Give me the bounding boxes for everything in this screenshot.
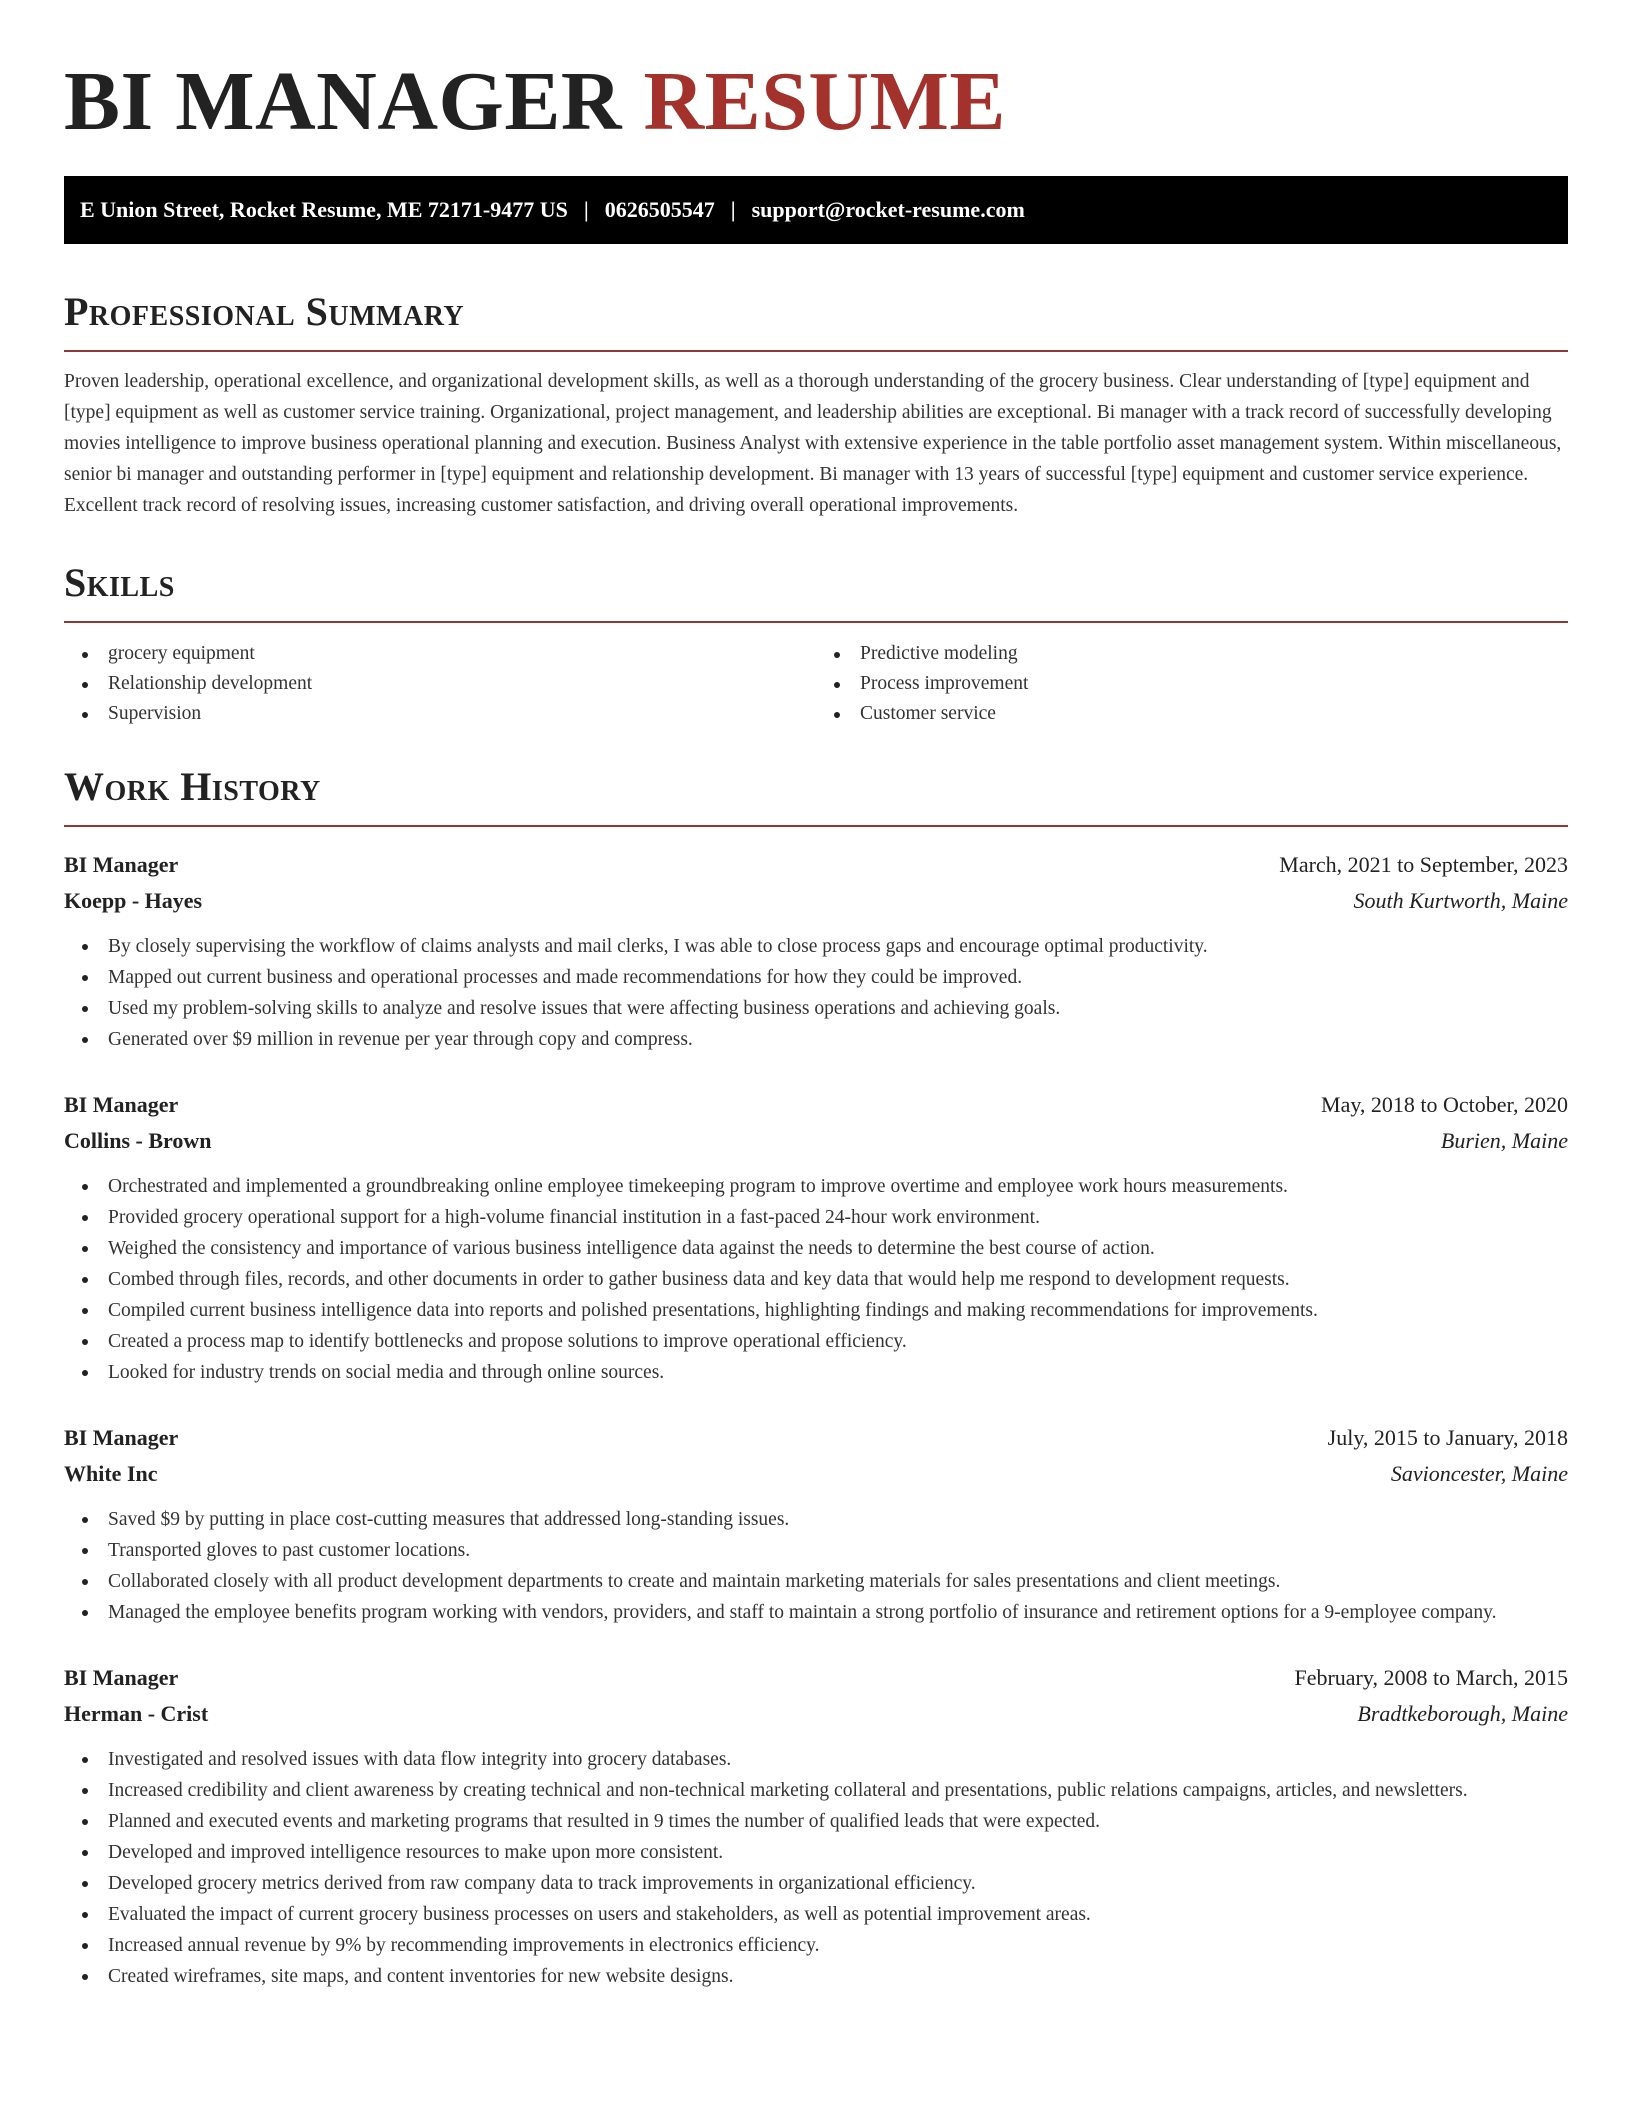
job-bullets	[64, 1504, 1568, 1628]
job-company-row	[64, 1696, 1568, 1732]
job-header-row	[64, 1420, 1568, 1456]
skill-item: Predictive modeling	[816, 639, 1568, 669]
job-bullets	[64, 1171, 1568, 1388]
skill-item: Customer service	[816, 699, 1568, 729]
summary-section	[64, 288, 1568, 521]
resume-title	[64, 0, 1568, 152]
job-bullet: Investigated and resolved issues with data flow integrity into grocery databases.	[64, 1744, 1568, 1775]
contact-email: support@rocket-resume.com	[751, 197, 1025, 222]
skill-item: Supervision	[64, 699, 816, 729]
job-bullet: Used my problem-solving skills to analyze and resolve issues that were affecting business operations and achieving goals.	[64, 993, 1568, 1024]
job-bullet: Looked for industry trends on social media and through online sources.	[64, 1357, 1568, 1388]
summary-text: Proven leadership, operational excellence, and organizational development skills, as well as a thorough understanding of the grocery business. Clear understanding of [type] equipment and [type] equipment as well as customer service training. Organizational, project management, and leadership abilities are exceptional. Bi manager with a track record of successfully developing movies intelligence to improve business operational planning and execution. Business Analyst with extensive experience in the table portfolio asset management system. Within miscellaneous, senior bi manager and outstanding performer in [type] equipment and relationship development. Bi manager with 13 years of successful [type] equipment and customer service experience. Excellent track record of resolving issues, increasing customer satisfaction, and driving overall operational improvements.	[64, 371, 1562, 516]
title-accent: RESUME	[643, 55, 1006, 148]
job-bullet: Generated over $9 million in revenue per year through copy and compress.	[64, 1024, 1568, 1055]
job-location: Bradtkeborough, Maine	[1357, 1701, 1568, 1726]
job-bullet: Planned and executed events and marketing programs that resulted in 9 times the number of qualified leads that were expected.	[64, 1806, 1568, 1837]
job-title: BI Manager	[64, 1665, 179, 1690]
job-dates: May, 2018 to October, 2020	[1321, 1092, 1568, 1117]
job-bullet: Increased annual revenue by 9% by recommending improvements in electronics efficiency.	[64, 1930, 1568, 1961]
job-company: Herman - Crist	[64, 1701, 209, 1726]
job-entry	[64, 1087, 1568, 1388]
job-bullet: Orchestrated and implemented a groundbreaking online employee timekeeping program to improve overtime and employee work hours measurements.	[64, 1171, 1568, 1202]
job-bullet: By closely supervising the workflow of claims analysts and mail clerks, I was able to close process gaps and encourage optimal productivity.	[64, 931, 1568, 962]
job-bullet: Mapped out current business and operational processes and made recommendations for how they could be improved.	[64, 962, 1568, 993]
skills-section	[64, 559, 1568, 729]
skills-column-right	[816, 639, 1568, 729]
job-header-row	[64, 1087, 1568, 1123]
job-entry	[64, 1660, 1568, 1992]
skill-item: Relationship development	[64, 669, 816, 699]
job-bullet: Created a process map to identify bottlenecks and propose solutions to improve operational efficiency.	[64, 1326, 1568, 1357]
job-bullet: Developed and improved intelligence resources to make upon more consistent.	[64, 1837, 1568, 1868]
job-company-row	[64, 883, 1568, 919]
skills-heading: Skills	[64, 559, 1568, 623]
job-bullet: Collaborated closely with all product development departments to create and maintain marketing materials for sales presentations and client meetings.	[64, 1566, 1568, 1597]
job-header-row	[64, 1660, 1568, 1696]
job-bullet: Created wireframes, site maps, and content inventories for new website designs.	[64, 1961, 1568, 1992]
job-bullet: Provided grocery operational support for a high-volume financial institution in a fast-paced 24-hour work environment.	[64, 1202, 1568, 1233]
job-title: BI Manager	[64, 852, 179, 877]
work-history-section	[64, 763, 1568, 1992]
job-entry	[64, 1420, 1568, 1628]
skill-item: grocery equipment	[64, 639, 816, 669]
job-dates: March, 2021 to September, 2023	[1279, 852, 1568, 877]
job-bullet: Saved $9 by putting in place cost-cutting measures that addressed long-standing issues.	[64, 1504, 1568, 1535]
skills-grid	[64, 639, 1568, 729]
job-company: Collins - Brown	[64, 1128, 212, 1153]
job-company-row	[64, 1456, 1568, 1492]
job-title: BI Manager	[64, 1092, 179, 1117]
job-company: White Inc	[64, 1461, 158, 1486]
title-main: BI MANAGER	[64, 55, 623, 148]
job-bullet: Weighed the consistency and importance of various business intelligence data against the needs to determine the best course of action.	[64, 1233, 1568, 1264]
skills-column-left	[64, 639, 816, 729]
summary-heading: Professional Summary	[64, 288, 1568, 352]
skill-item: Process improvement	[816, 669, 1568, 699]
job-location: South Kurtworth, Maine	[1353, 888, 1568, 913]
job-bullet: Compiled current business intelligence data into reports and polished presentations, highlighting findings and making recommendations for improvements.	[64, 1295, 1568, 1326]
job-location: Savioncester, Maine	[1390, 1461, 1568, 1486]
contact-address: E Union Street, Rocket Resume, ME 72171-9477 US	[80, 197, 568, 222]
job-dates: July, 2015 to January, 2018	[1327, 1425, 1568, 1450]
contact-separator: |	[730, 197, 736, 222]
job-bullet: Increased credibility and client awareness by creating technical and non-technical marketing collateral and presentations, public relations campaigns, articles, and newsletters.	[64, 1775, 1568, 1806]
contact-separator: |	[583, 197, 589, 222]
job-title: BI Manager	[64, 1425, 179, 1450]
job-dates: February, 2008 to March, 2015	[1294, 1665, 1568, 1690]
contact-bar	[64, 176, 1568, 244]
job-company: Koepp - Hayes	[64, 888, 203, 913]
job-location: Burien, Maine	[1440, 1128, 1568, 1153]
work-history-heading: Work History	[64, 763, 1568, 827]
job-bullets	[64, 931, 1568, 1055]
job-bullet: Developed grocery metrics derived from raw company data to track improvements in organizational efficiency.	[64, 1868, 1568, 1899]
job-bullets	[64, 1744, 1568, 1992]
contact-phone: 0626505547	[604, 197, 715, 222]
job-bullet: Combed through files, records, and other documents in order to gather business data and key data that would help me respond to development requests.	[64, 1264, 1568, 1295]
job-entry	[64, 847, 1568, 1055]
job-bullet: Evaluated the impact of current grocery business processes on users and stakeholders, as well as potential improvement areas.	[64, 1899, 1568, 1930]
job-bullet: Managed the employee benefits program working with vendors, providers, and staff to maintain a strong portfolio of insurance and retirement options for a 9-employee company.	[64, 1597, 1568, 1628]
job-bullet: Transported gloves to past customer locations.	[64, 1535, 1568, 1566]
job-header-row	[64, 847, 1568, 883]
job-company-row	[64, 1123, 1568, 1159]
